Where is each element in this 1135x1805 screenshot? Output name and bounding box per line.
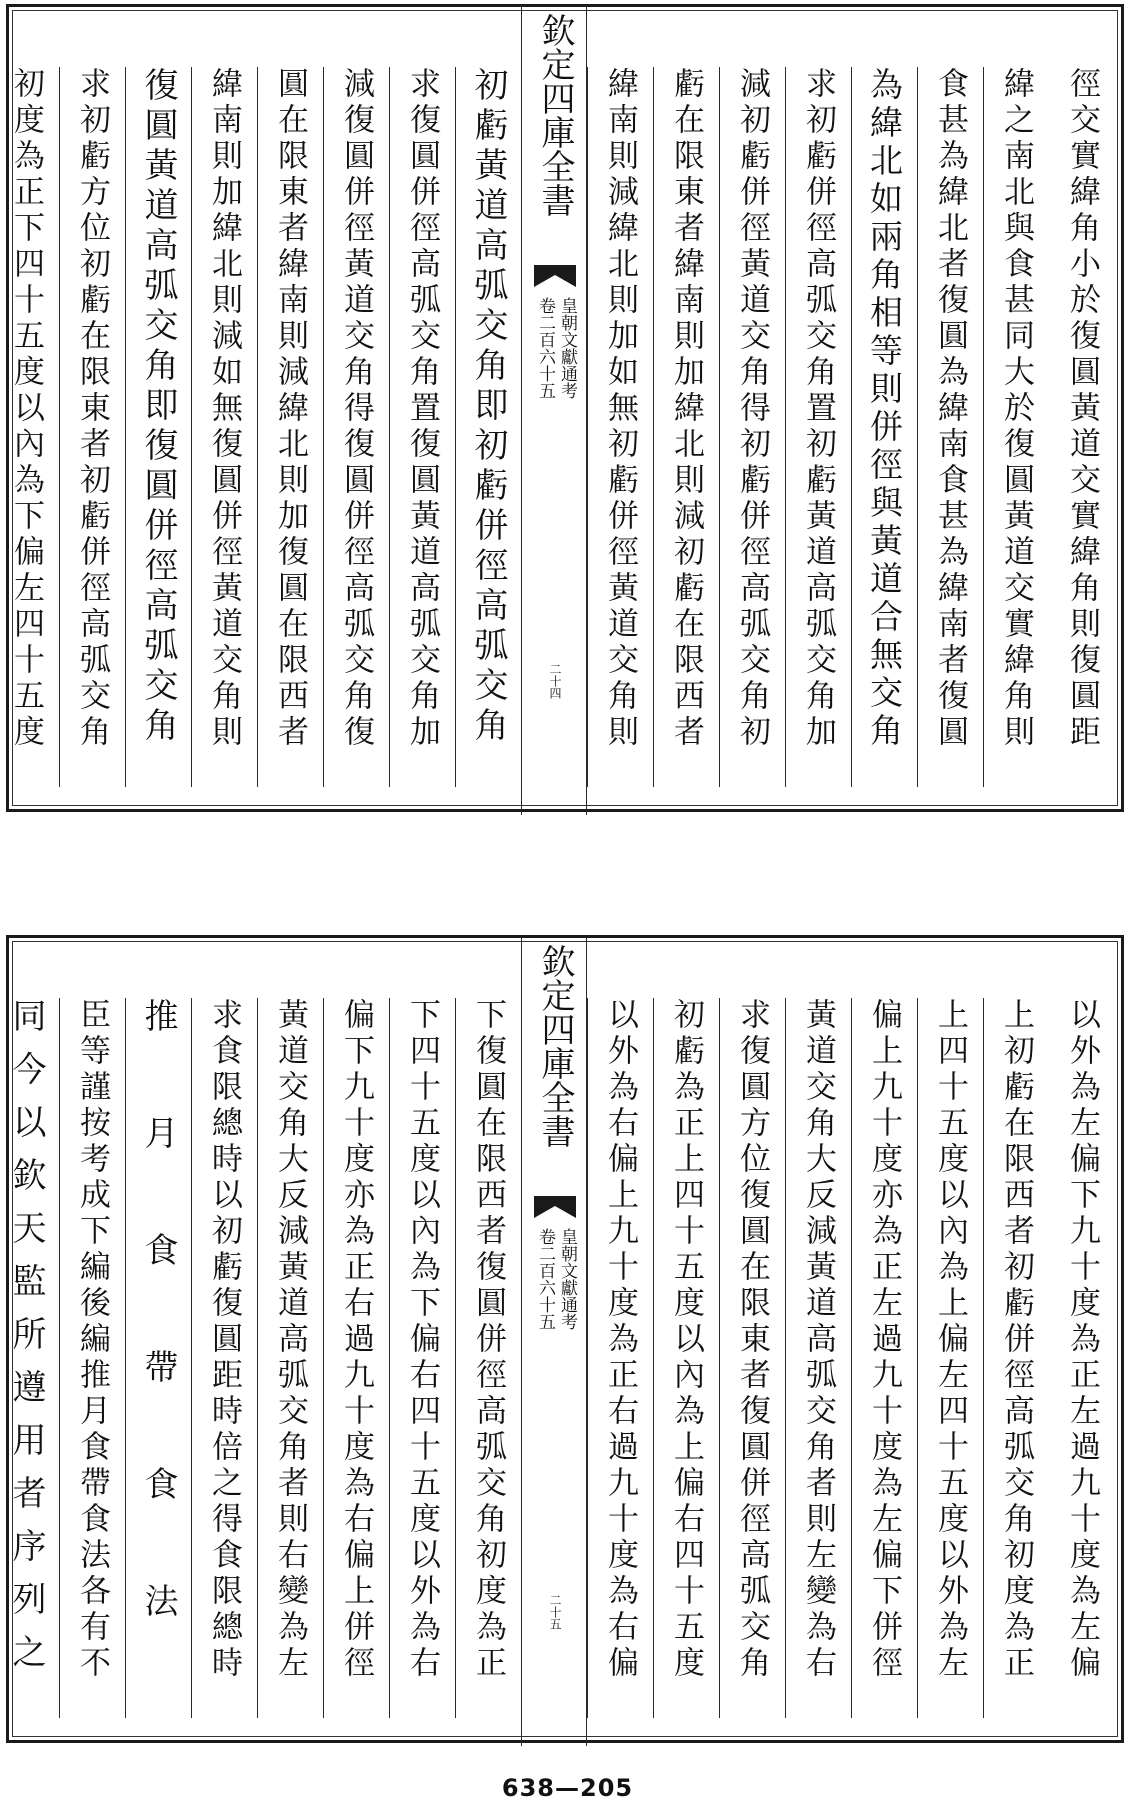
column-text: 圓在限東者緯南則減緯北則加復圓在限西者 [272, 67, 308, 751]
text-column [257, 998, 323, 1718]
column-text: 臣等謹按考成下編後編推月食帶食法各有不 [74, 998, 110, 1682]
column-text: 緯之南北與食甚同大於復圓黃道交實緯角則 [998, 67, 1034, 751]
margin-leaf-number: 二十五 [548, 1594, 562, 1630]
column-text: 復圓黃道高弧交角即復圓併徑高弧交角 [138, 67, 178, 747]
text-column [125, 67, 191, 787]
text-column [785, 998, 851, 1718]
text-column [389, 67, 455, 787]
column-text: 為緯北如兩角相等則併徑與黃道合無交角 [865, 67, 904, 751]
margin-subtitle: 皇朝文獻通考 卷二百六十五 [535, 1228, 577, 1330]
column-text: 食甚為緯北者復圓為緯南食甚為緯南者復圓 [932, 67, 968, 751]
text-column [587, 998, 653, 1718]
footer-page-number: 638—205 [501, 1774, 634, 1802]
text-column [653, 998, 719, 1718]
text-column [59, 998, 125, 1718]
column-text: 減初虧併徑黃道交角得初虧併徑高弧交角初 [734, 67, 770, 751]
text-column [455, 998, 521, 1718]
text-column [785, 67, 851, 787]
text-column [983, 998, 1049, 1718]
column-text: 緯南則加緯北則減如無復圓併徑黃道交角則 [206, 67, 242, 751]
column-text: 黃道交角大反減黃道高弧交角者則左變為右 [800, 998, 836, 1682]
text-column [59, 67, 125, 787]
text-column [851, 67, 917, 787]
margin-title: 欽定四庫全書 [535, 944, 575, 1148]
center-margin [521, 938, 587, 1746]
column-text: 求復圓併徑高弧交角置復圓黃道高弧交角加 [404, 67, 440, 751]
margin-subtitle: 皇朝文獻通考 卷二百六十五 [535, 297, 577, 399]
text-column [0, 998, 59, 1718]
column-text: 上四十五度以內為上偏左四十五度以外為左 [932, 998, 968, 1682]
text-column [389, 998, 455, 1718]
column-text: 初虧為正上四十五度以內為上偏右四十五度 [668, 998, 704, 1682]
text-column [917, 67, 983, 787]
text-column [257, 67, 323, 787]
text-column [125, 998, 191, 1718]
text-column [653, 67, 719, 787]
text-column [191, 67, 257, 787]
text-column [191, 998, 257, 1718]
fishtail-mark-icon [534, 1196, 576, 1218]
column-text: 偏上九十度亦為正左過九十度為左偏下併徑 [866, 998, 902, 1682]
top-page [6, 4, 1124, 812]
text-column [851, 998, 917, 1718]
text-column [719, 998, 785, 1718]
column-text: 以外為左偏下九十度為正左過九十度為左偏 [1064, 998, 1100, 1682]
column-text: 偏下九十度亦為正右過九十度為右偏上併徑 [338, 998, 374, 1682]
bottom-page [6, 935, 1124, 1743]
text-column [719, 67, 785, 787]
column-text: 下四十五度以內為下偏右四十五度以外為右 [404, 998, 440, 1682]
column-text: 初虧黃道高弧交角即初虧併徑高弧交角 [468, 67, 508, 747]
column-text: 推月食帶食法 [138, 998, 178, 1700]
column-text: 求食限總時以初虧復圓距時倍之得食限總時 [206, 998, 242, 1682]
text-column [917, 998, 983, 1718]
column-text: 減復圓併徑黃道交角得復圓併徑高弧交角復 [338, 67, 374, 751]
margin-title: 欽定四庫全書 [535, 13, 575, 217]
column-text: 求初虧方位初虧在限東者初虧併徑高弧交角 [74, 67, 110, 751]
fishtail-mark-icon [534, 265, 576, 287]
column-text: 初度為正下四十五度以內為下偏左四十五度 [8, 67, 44, 751]
text-column [983, 67, 1049, 787]
column-text: 虧在限東者緯南則加緯北則減初虧在限西者 [668, 67, 704, 751]
column-text: 以外為右偏上九十度為正右過九十度為右偏 [602, 998, 638, 1682]
column-text: 徑交實緯角小於復圓黃道交實緯角則復圓距 [1064, 67, 1100, 751]
column-text: 緯南則減緯北則加如無初虧併徑黃道交角則 [602, 67, 638, 751]
column-text: 同今以欽天監所遵用者序列之 [6, 998, 46, 1687]
column-text: 求復圓方位復圓在限東者復圓併徑高弧交角 [734, 998, 770, 1682]
column-text: 上初虧在限西者初虧併徑高弧交角初度為正 [998, 998, 1034, 1682]
text-column [0, 67, 59, 787]
column-text: 求初虧併徑高弧交角置初虧黃道高弧交角加 [800, 67, 836, 751]
text-column [323, 67, 389, 787]
margin-leaf-number: 二十四 [548, 663, 562, 699]
text-column [323, 998, 389, 1718]
column-text: 黃道交角大反減黃道高弧交角者則右變為左 [272, 998, 308, 1682]
text-column [587, 67, 653, 787]
text-column [1049, 998, 1115, 1718]
text-column [1049, 67, 1115, 787]
text-column [455, 67, 521, 787]
column-text: 下復圓在限西者復圓併徑高弧交角初度為正 [470, 998, 506, 1682]
center-margin [521, 7, 587, 815]
